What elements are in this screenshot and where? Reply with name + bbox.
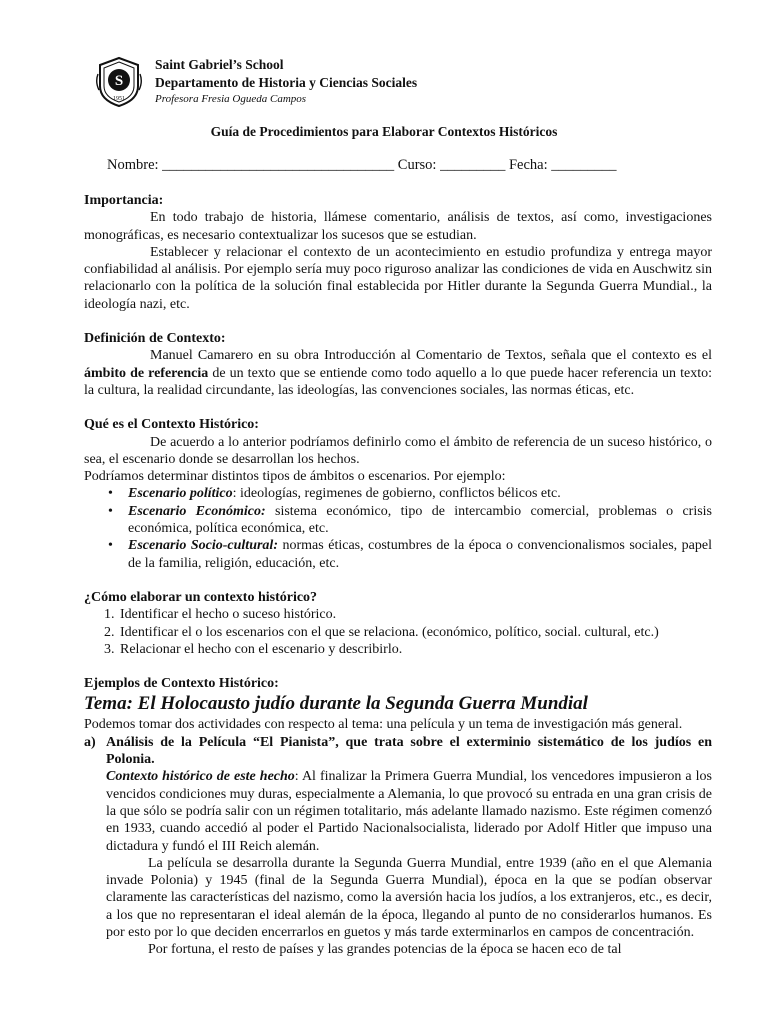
section-heading-contexto: Qué es el Contexto Histórico: <box>84 417 259 433</box>
list-item <box>104 624 712 641</box>
bullet-label: Escenario Económico: <box>128 503 266 519</box>
scenario-list <box>84 485 712 571</box>
list-item <box>104 641 712 658</box>
context-label: Contexto histórico de este hecho <box>106 769 295 785</box>
bold-term: ámbito de referencia <box>84 365 209 381</box>
steps-list <box>84 606 712 658</box>
paragraph: Por fortuna, el resto de países y las grandes potencias de la época se hacen eco de tal <box>148 942 622 958</box>
step-number: 2. <box>104 624 115 640</box>
section-heading-como: ¿Cómo elaborar un contexto histórico? <box>84 589 318 605</box>
school-block <box>155 56 417 106</box>
teacher-name: Profesora Fresia Ogueda Campos <box>155 93 307 105</box>
bullet-text: : ideologías, regimenes de gobierno, conflictos bélicos etc. <box>232 486 561 502</box>
paragraph: Podríamos determinar distintos tipos de ámbitos o escenarios. Por ejemplo: <box>84 469 506 485</box>
bullet-label: Escenario político <box>128 486 233 502</box>
tema-title: Tema: El Holocausto judío durante la Segunda Guerra Mundial <box>84 693 588 715</box>
paragraph: De acuerdo a lo anterior podríamos definirlo como el ámbito de referencia de un suceso histórico, o sea, el escenario donde se desarrollan los hechos. <box>84 434 712 467</box>
bullet-text: sistema económico, tipo de intercambio comercial, problemas o crisis económica, política económica, etc. <box>128 503 712 537</box>
bullet-label: Escenario Socio-cultural: <box>128 538 278 554</box>
department-name: Departamento de Historia y Ciencias Sociales <box>155 75 418 90</box>
step-text: Relacionar el hecho con el escenario y describirlo. <box>120 641 403 657</box>
step-number: 1. <box>104 607 115 623</box>
school-name: Saint Gabriel’s School <box>155 57 284 72</box>
example-label: a) <box>84 734 96 750</box>
letterhead <box>94 52 694 112</box>
step-number: 3. <box>104 641 115 657</box>
paragraph: En todo trabajo de historia, llámese comentario, análisis de textos, así como, investigaciones monográficas, es necesario contextualizar los sucesos que se estudian. <box>84 210 712 243</box>
example-title: Análisis de la Película “El Pianista”, que trata sobre el exterminio sistemático de los judíos en Polonia. <box>106 734 712 768</box>
text-run: : Al finalizar la Primera Guerra Mundial, los vencedores impusieron a los vencidos condiciones muy duras, especialmente a Alemania, lo que provocó su entrada en una gran crisis de la que sólo se podría salir con un régimen totalitario, más adelante llamado nazismo. Este régimen comenzó en 1933, cuando accedió al poder el Partido Nacionalsocialista, liderado por Adolf Hitler que impuso una dictadura y fundó el III Reich alemán. <box>106 769 712 854</box>
text-run: Manuel Camarero en su obra Introducción al Comentario de Textos, señala que el contexto es el <box>150 348 712 364</box>
svg-text:S: S <box>114 73 124 89</box>
list-item <box>128 537 712 572</box>
section-heading-importancia: Importancia: <box>84 193 164 208</box>
bullet-text: normas éticas, costumbres de la época o convencionalismos sociales, papel de la familia, religión, educación, etc. <box>128 538 712 571</box>
section-heading-ejemplos: Ejemplos de Contexto Histórico: <box>84 676 279 692</box>
paragraph <box>84 347 712 399</box>
paragraph <box>106 768 712 854</box>
list-item <box>104 606 712 623</box>
document-title: Guía de Procedimientos para Elaborar Contextos Históricos <box>210 124 558 139</box>
document-body <box>84 192 712 959</box>
list-item <box>128 503 712 538</box>
crest-year: 1951 <box>113 96 125 102</box>
paragraph: La película se desarrolla durante la Segunda Guerra Mundial, entre 1939 (año en el que Alemania invade Polonia) y 1945 (final de la Segunda Guerra Mundial), época en la que se podían observar claramente las características del nazismo, como la aversión hacia los judíos, a los extranjeros, etc., es decir, a los que no representaran el ideal alemán de la época, llegando al punto de no considerarlos humanos. Es por esto por lo que deciden encerrarlos en guetos y más tarde exterminarlos en campos de concentración. <box>106 855 712 940</box>
step-text: Identificar el o los escenarios con el que se relaciona. (económico, político, social. cultural, etc.) <box>120 624 659 640</box>
list-item <box>128 485 712 502</box>
school-crest-logo <box>94 56 144 108</box>
example-a <box>84 734 712 959</box>
paragraph: Podemos tomar dos actividades con respecto al tema: una película y un tema de investigación más general. <box>84 717 683 733</box>
step-text: Identificar el hecho o suceso histórico. <box>120 607 337 623</box>
section-heading-definicion: Definición de Contexto: <box>84 331 226 347</box>
paragraph: Establecer y relacionar el contexto de un acontecimiento en estudio profundiza y entrega mayor confiabilidad al análisis. Por ejemplo sería muy poco riguroso analizar las condiciones de vida en Auschwitz sin relacionarlo con la política de la solución final establecida por Hitler durante la Segunda Guerra Mundial., la ideología nazi, etc. <box>84 244 712 312</box>
student-info-line: Nombre: ________________________________ Curso: _________ Fecha: _________ <box>107 157 617 173</box>
text-run: de un texto que se entiende como todo aquello a lo que puede hacer referencia un texto: la cultura, la realidad circundante, las ideologías, las convenciones sociales, las normas éticas, etc. <box>84 365 712 398</box>
